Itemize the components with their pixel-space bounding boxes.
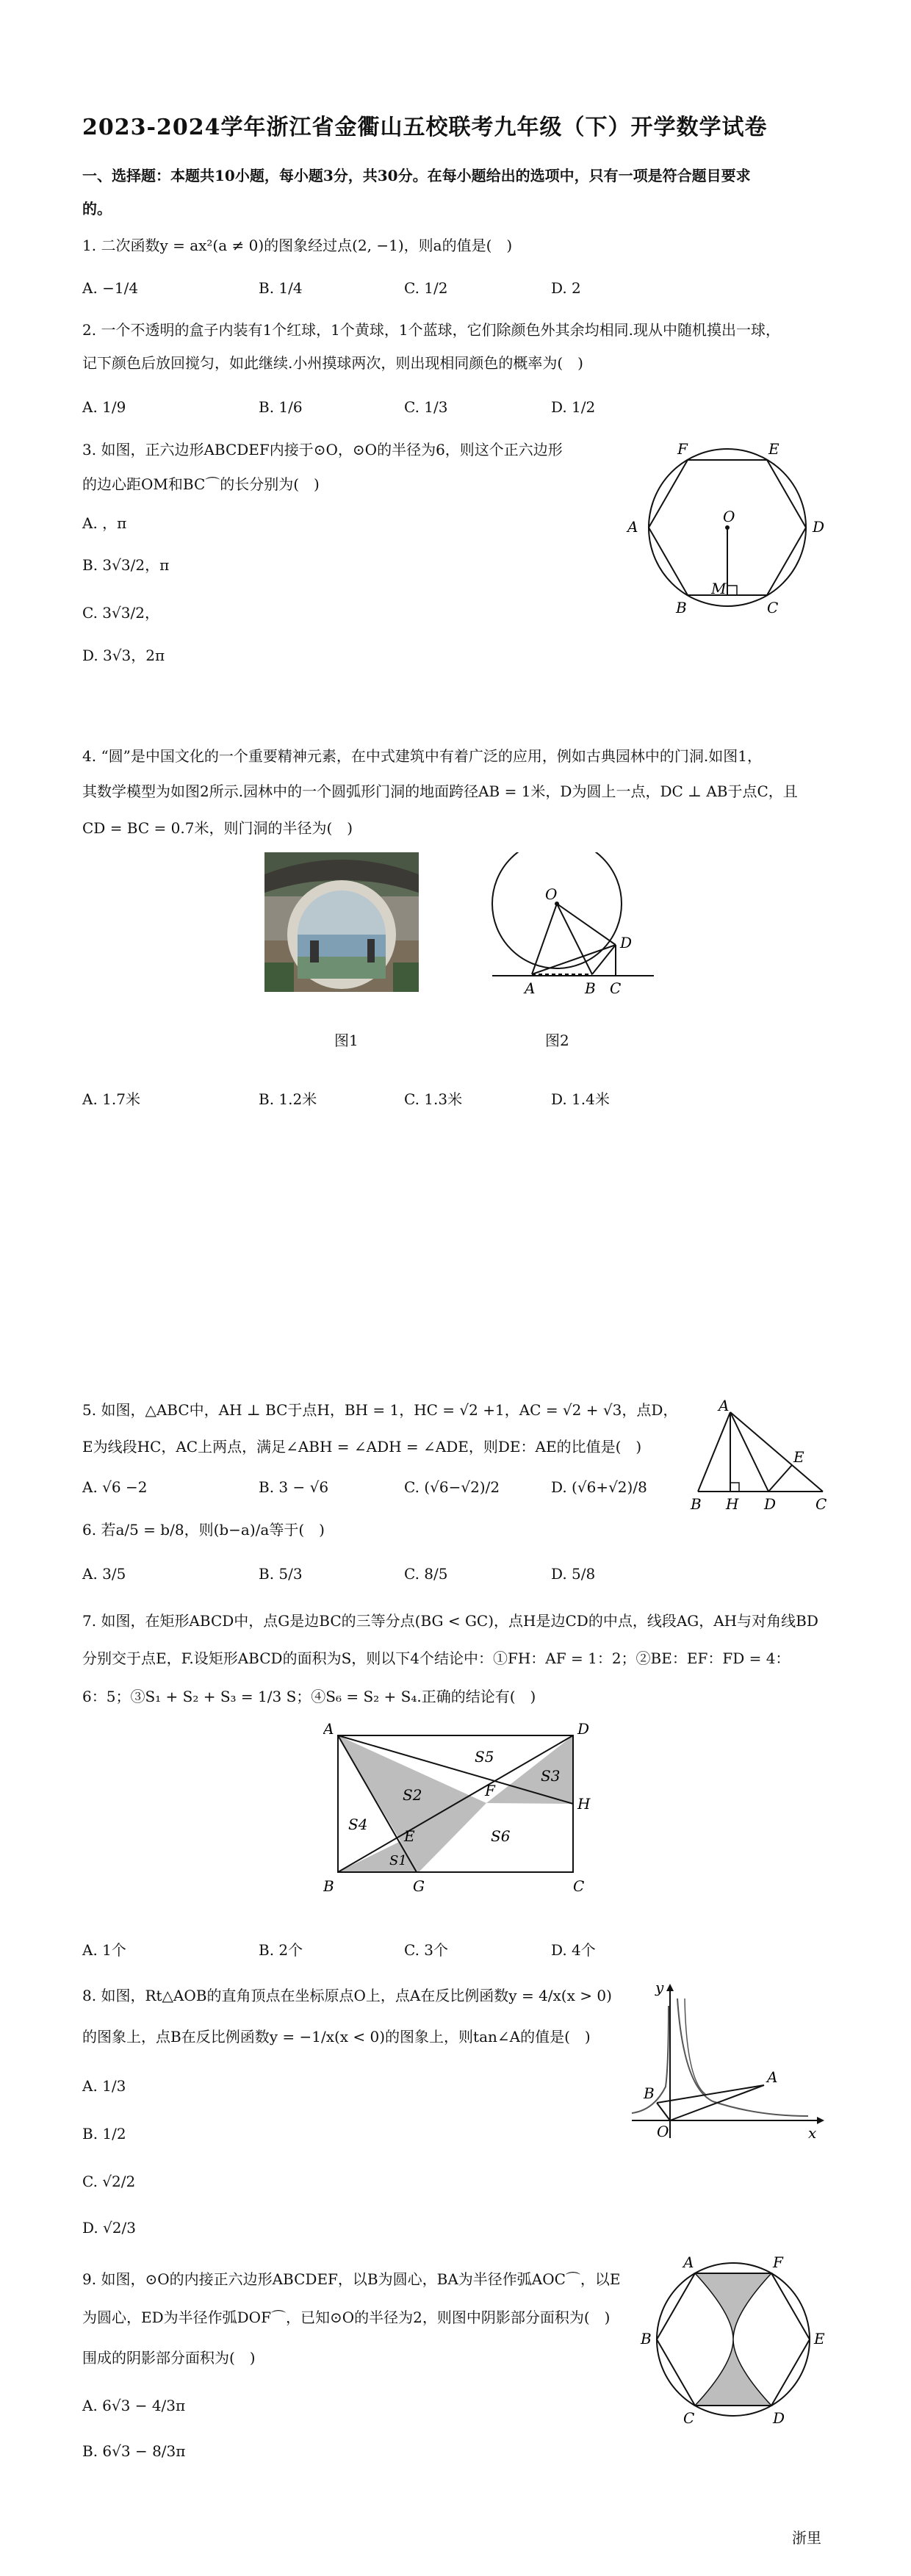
q7-label-f: F — [485, 1782, 495, 1799]
q9-label-e: E — [814, 2330, 825, 2347]
q8-stem-line2: 的图象上，点B在反比例函数y = −1/x(x < 0)的图象上，则tan∠A的值是( ) — [82, 2028, 591, 2046]
q9-option-b[interactable]: B. 6√3 − 8/3π — [82, 2442, 186, 2460]
q7-rectangle-figure — [323, 1719, 602, 1899]
q9-option-a[interactable]: A. 6√3 − 4/3π — [82, 2397, 186, 2414]
q5-label-d: D — [764, 1495, 777, 1513]
q4-caption-2: 图2 — [545, 1032, 569, 1049]
q7-label-g: G — [413, 1877, 425, 1895]
q8-label-a: A — [767, 2068, 778, 2086]
q7-option-a[interactable]: A. 1个 — [82, 1941, 126, 1959]
page-footer: 浙里 — [792, 2529, 821, 2547]
q1-option-d[interactable]: D. 2 — [551, 279, 581, 297]
q4-option-d[interactable]: D. 1.4米 — [551, 1090, 610, 1108]
q1-option-b[interactable]: B. 1/4 — [259, 279, 303, 297]
q4-moon-gate-photo — [264, 852, 419, 992]
q7-label-e: E — [404, 1827, 415, 1845]
q3-option-b[interactable]: B. 3√3/2，π — [82, 556, 170, 574]
q9-stem-line1: 9. 如图，⊙O的内接正六边形ABCDEF，以B为圆心，BA为半径作弧AOC⌒，以E — [82, 2270, 621, 2288]
q3-stem-line2: 的边心距OM和BC⌒的长分别为( ) — [82, 475, 320, 493]
q8-label-x: x — [808, 2124, 817, 2142]
q3-label-m: M — [711, 580, 727, 597]
q3-label-e: E — [768, 440, 779, 458]
q5-stem-line2: E为线段HC，AC上两点，满足∠ABH = ∠ADH = ∠ADE，则DE：AE的比值是( ) — [82, 1438, 642, 1456]
page-title: 2023-2024学年浙江省金衢山五校联考九年级（下）开学数学试卷 — [82, 115, 768, 140]
q4-caption-1: 图1 — [334, 1032, 359, 1049]
q5-label-c: C — [815, 1495, 827, 1513]
q8-coordinate-figure — [624, 1976, 830, 2145]
q2-option-d[interactable]: D. 1/2 — [551, 398, 596, 416]
q7-option-c[interactable]: C. 3个 — [404, 1941, 449, 1959]
q3-label-b: B — [676, 599, 687, 616]
q4-label-c: C — [610, 979, 622, 997]
q6-option-b[interactable]: B. 5/3 — [259, 1565, 303, 1583]
q5-stem-line1: 5. 如图，△ABC中，AH ⊥ BC于点H，BH = 1，HC = √2 +1，AC = √2 + √3，点D， — [82, 1401, 678, 1419]
section-heading-cont: 的。 — [82, 200, 112, 217]
q4-diagram-figure — [485, 852, 661, 999]
q1-stem: 1. 二次函数y = ax²(a ≠ 0)的图象经过点(2, −1)，则a的值是( ) — [82, 237, 513, 254]
q3-label-f: F — [677, 440, 688, 458]
q6-option-c[interactable]: C. 8/5 — [404, 1565, 448, 1583]
q2-option-c[interactable]: C. 1/3 — [404, 398, 448, 416]
q2-stem-line1: 2. 一个不透明的盒子内装有1个红球，1个黄球，1个蓝球，它们除颜色外其余均相同.现从中随机摸出一球， — [82, 321, 780, 339]
q1-option-a[interactable]: A. −1/4 — [82, 279, 139, 297]
q7-label-s1: S1 — [389, 1853, 407, 1868]
q4-option-b[interactable]: B. 1.2米 — [259, 1090, 317, 1108]
q7-stem-line3: 6：5；③S₁ + S₂ + S₃ = 1/3 S；④S₆ = S₂ + S₄.正确的结论有( ) — [82, 1688, 536, 1705]
q3-label-a: A — [627, 518, 638, 536]
q5-option-b[interactable]: B. 3 − √6 — [259, 1478, 329, 1496]
q8-label-b: B — [644, 2084, 655, 2102]
q4-stem-line1: 4. “圆”是中国文化的一个重要精神元素，在中式建筑中有着广泛的应用，例如古典园林中的门洞.如图1， — [82, 747, 762, 765]
q3-hexagon-figure — [617, 433, 830, 632]
q8-option-a[interactable]: A. 1/3 — [82, 2077, 126, 2095]
q7-option-d[interactable]: D. 4个 — [551, 1941, 596, 1959]
q4-label-b: B — [585, 979, 596, 997]
q5-label-b: B — [691, 1495, 702, 1513]
q3-label-o: O — [723, 508, 735, 525]
q6-option-d[interactable]: D. 5/8 — [551, 1565, 596, 1583]
q2-stem-line2: 记下颜色后放回搅匀，如此继续.小州摸球两次，则出现相同颜色的概率为( ) — [82, 354, 583, 372]
q5-option-c[interactable]: C. (√6−√2)/2 — [404, 1478, 500, 1496]
q7-label-b: B — [323, 1877, 334, 1895]
section-heading: 一、选择题：本题共10小题，每小题3分，共30分。在每小题给出的选项中，只有一项是符合题目要求 — [82, 167, 751, 184]
q7-stem-line2: 分别交于点E，F.设矩形ABCD的面积为S，则以下4个结论中：①FH：AF = 1：2；②BE：EF：FD = 4： — [82, 1649, 791, 1667]
q6-stem: 6. 若a/5 = b/8，则(b−a)/a等于( ) — [82, 1521, 325, 1539]
q7-label-s3: S3 — [541, 1767, 561, 1785]
q3-option-d[interactable]: D. 3√3，2π — [82, 647, 165, 664]
q8-option-b[interactable]: B. 1/2 — [82, 2125, 126, 2143]
q3-option-c[interactable]: C. 3√3/2， — [82, 604, 159, 622]
q7-option-b[interactable]: B. 2个 — [259, 1941, 303, 1959]
q4-stem-line3: CD = BC = 0.7米，则门洞的半径为( ) — [82, 819, 353, 837]
q9-hexagon-figure — [639, 2248, 830, 2432]
q7-stem-line1: 7. 如图，在矩形ABCD中，点G是边BC的三等分点(BG < GC)，点H是边CD的中点，线段AG，AH与对角线BD — [82, 1612, 818, 1630]
q5-label-h: H — [726, 1495, 739, 1513]
q5-triangle-figure — [683, 1396, 830, 1514]
q4-label-d: D — [620, 934, 633, 951]
q8-label-y: y — [655, 1979, 664, 1996]
q4-option-a[interactable]: A. 1.7米 — [82, 1090, 140, 1108]
q5-label-a: A — [719, 1397, 730, 1414]
q5-label-e: E — [793, 1448, 804, 1466]
q3-label-d: D — [813, 518, 825, 536]
q7-label-s6: S6 — [491, 1827, 511, 1845]
q7-label-s4: S4 — [348, 1816, 368, 1833]
q7-label-s2: S2 — [403, 1786, 422, 1804]
q9-label-f: F — [773, 2253, 783, 2271]
q3-option-a[interactable]: A. ，π — [82, 514, 127, 532]
q9-label-c: C — [683, 2409, 695, 2427]
q4-label-a: A — [525, 979, 536, 997]
q9-label-d: D — [773, 2409, 785, 2427]
q1-option-c[interactable]: C. 1/2 — [404, 279, 448, 297]
q9-stem-line3: 围成的阴影部分面积为( ) — [82, 2349, 256, 2367]
q7-label-s5: S5 — [475, 1748, 494, 1766]
q9-label-b: B — [641, 2330, 652, 2347]
q5-option-d[interactable]: D. (√6+√2)/8 — [551, 1478, 647, 1496]
q8-stem-line1: 8. 如图，Rt△AOB的直角顶点在坐标原点O上，点A在反比例函数y = 4/x(x > 0) — [82, 1987, 612, 2004]
q8-option-c[interactable]: C. √2/2 — [82, 2173, 136, 2190]
q8-option-d[interactable]: D. √2/3 — [82, 2219, 136, 2237]
q7-label-h: H — [577, 1795, 591, 1813]
q8-label-o: O — [657, 2123, 669, 2140]
q4-label-o: O — [545, 885, 558, 903]
q6-option-a[interactable]: A. 3/5 — [82, 1565, 126, 1583]
q4-stem-line2: 其数学模型为如图2所示.园林中的一个圆弧形门洞的地面跨径AB = 1米，D为圆上一点，DC ⊥ AB于点C，且 — [82, 782, 798, 800]
q7-label-c: C — [573, 1877, 585, 1895]
q7-label-d: D — [577, 1720, 590, 1738]
q4-option-c[interactable]: C. 1.3米 — [404, 1090, 463, 1108]
q5-option-a[interactable]: A. √6 −2 — [82, 1478, 148, 1496]
q2-option-a[interactable]: A. 1/9 — [82, 398, 126, 416]
q2-option-b[interactable]: B. 1/6 — [259, 398, 303, 416]
q3-stem-line1: 3. 如图，正六边形ABCDEF内接于⊙O，⊙O的半径为6，则这个正六边形 — [82, 441, 563, 458]
q9-label-a: A — [683, 2253, 694, 2271]
q3-label-c: C — [767, 599, 779, 616]
q9-stem-line2 — [82, 2307, 610, 2328]
q7-label-a: A — [323, 1720, 334, 1738]
q9-stem-line2-part1: 为圆心，ED为半径作弧DOF⌒，已知⊙O的半径为2，则图中阴影部分面积为( ) — [82, 2309, 611, 2326]
